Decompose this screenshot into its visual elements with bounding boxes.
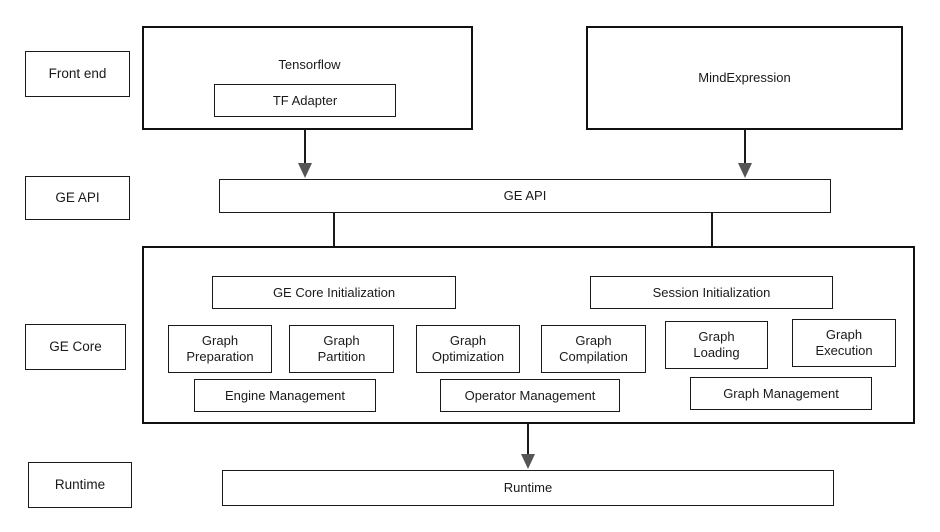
module-label-line1: Graph [698, 329, 735, 345]
module-graph-optimization [416, 325, 520, 373]
layer-label-text: Front end [48, 65, 107, 81]
session-initialization-box [590, 276, 833, 309]
module-graph-preparation [168, 325, 272, 373]
operator-management-label: Operator Management [464, 387, 596, 403]
module-label-line1: Graph [825, 327, 863, 343]
arrow-ge-core-to-runtime [508, 424, 548, 472]
operator-management-box [440, 379, 620, 412]
ge-api-bar [219, 179, 831, 213]
ge-core-initialization-box [212, 276, 456, 309]
session-initialization-label: Session Initialization [652, 284, 771, 300]
module-label-line2: Loading [693, 345, 740, 360]
layer-label-runtime [28, 462, 132, 508]
layer-label-front-end [25, 51, 130, 97]
ge-api-label: GE API [503, 188, 547, 204]
module-label-line2: Execution [815, 343, 873, 358]
ge-core-initialization-label: GE Core Initialization [272, 284, 396, 300]
module-label-line2: Preparation [186, 349, 254, 364]
layer-label-ge-core [25, 324, 126, 370]
ge-core-container [142, 246, 915, 424]
module-graph-loading [665, 321, 768, 369]
module-graph-execution [792, 319, 896, 367]
graph-management-label: Graph Management [723, 385, 839, 401]
layer-label-text: GE Core [49, 338, 102, 354]
module-label-line1: Graph [323, 333, 360, 349]
engine-management-label: Engine Management [225, 387, 345, 403]
runtime-label: Runtime [503, 480, 553, 496]
module-label-line1: Graph [201, 333, 239, 349]
module-graph-partition [289, 325, 394, 373]
module-label-line2: Optimization [431, 349, 505, 364]
tensorflow-title: Tensorflow [278, 57, 341, 72]
tf-adapter-box [214, 84, 396, 117]
engine-management-box [194, 379, 376, 412]
arrow-tensorflow-to-ge-api [285, 130, 325, 180]
layer-label-text: Runtime [54, 476, 106, 492]
layer-label-text: GE API [55, 189, 100, 205]
module-label-line1: Graph [575, 333, 612, 349]
mindexpression-box [586, 26, 903, 130]
tf-adapter-label: TF Adapter [272, 92, 338, 108]
layer-label-ge-api [25, 176, 130, 220]
module-graph-compilation [541, 325, 646, 373]
graph-management-box [690, 377, 872, 410]
runtime-bar [222, 470, 834, 506]
tensorflow-container [142, 26, 473, 130]
arrow-mindexpression-to-ge-api [725, 130, 765, 180]
module-label-line2: Partition [317, 349, 366, 364]
module-label-line1: Graph [449, 333, 487, 349]
mindexpression-label: MindExpression [698, 70, 791, 86]
module-label-line2: Compilation [559, 349, 628, 364]
